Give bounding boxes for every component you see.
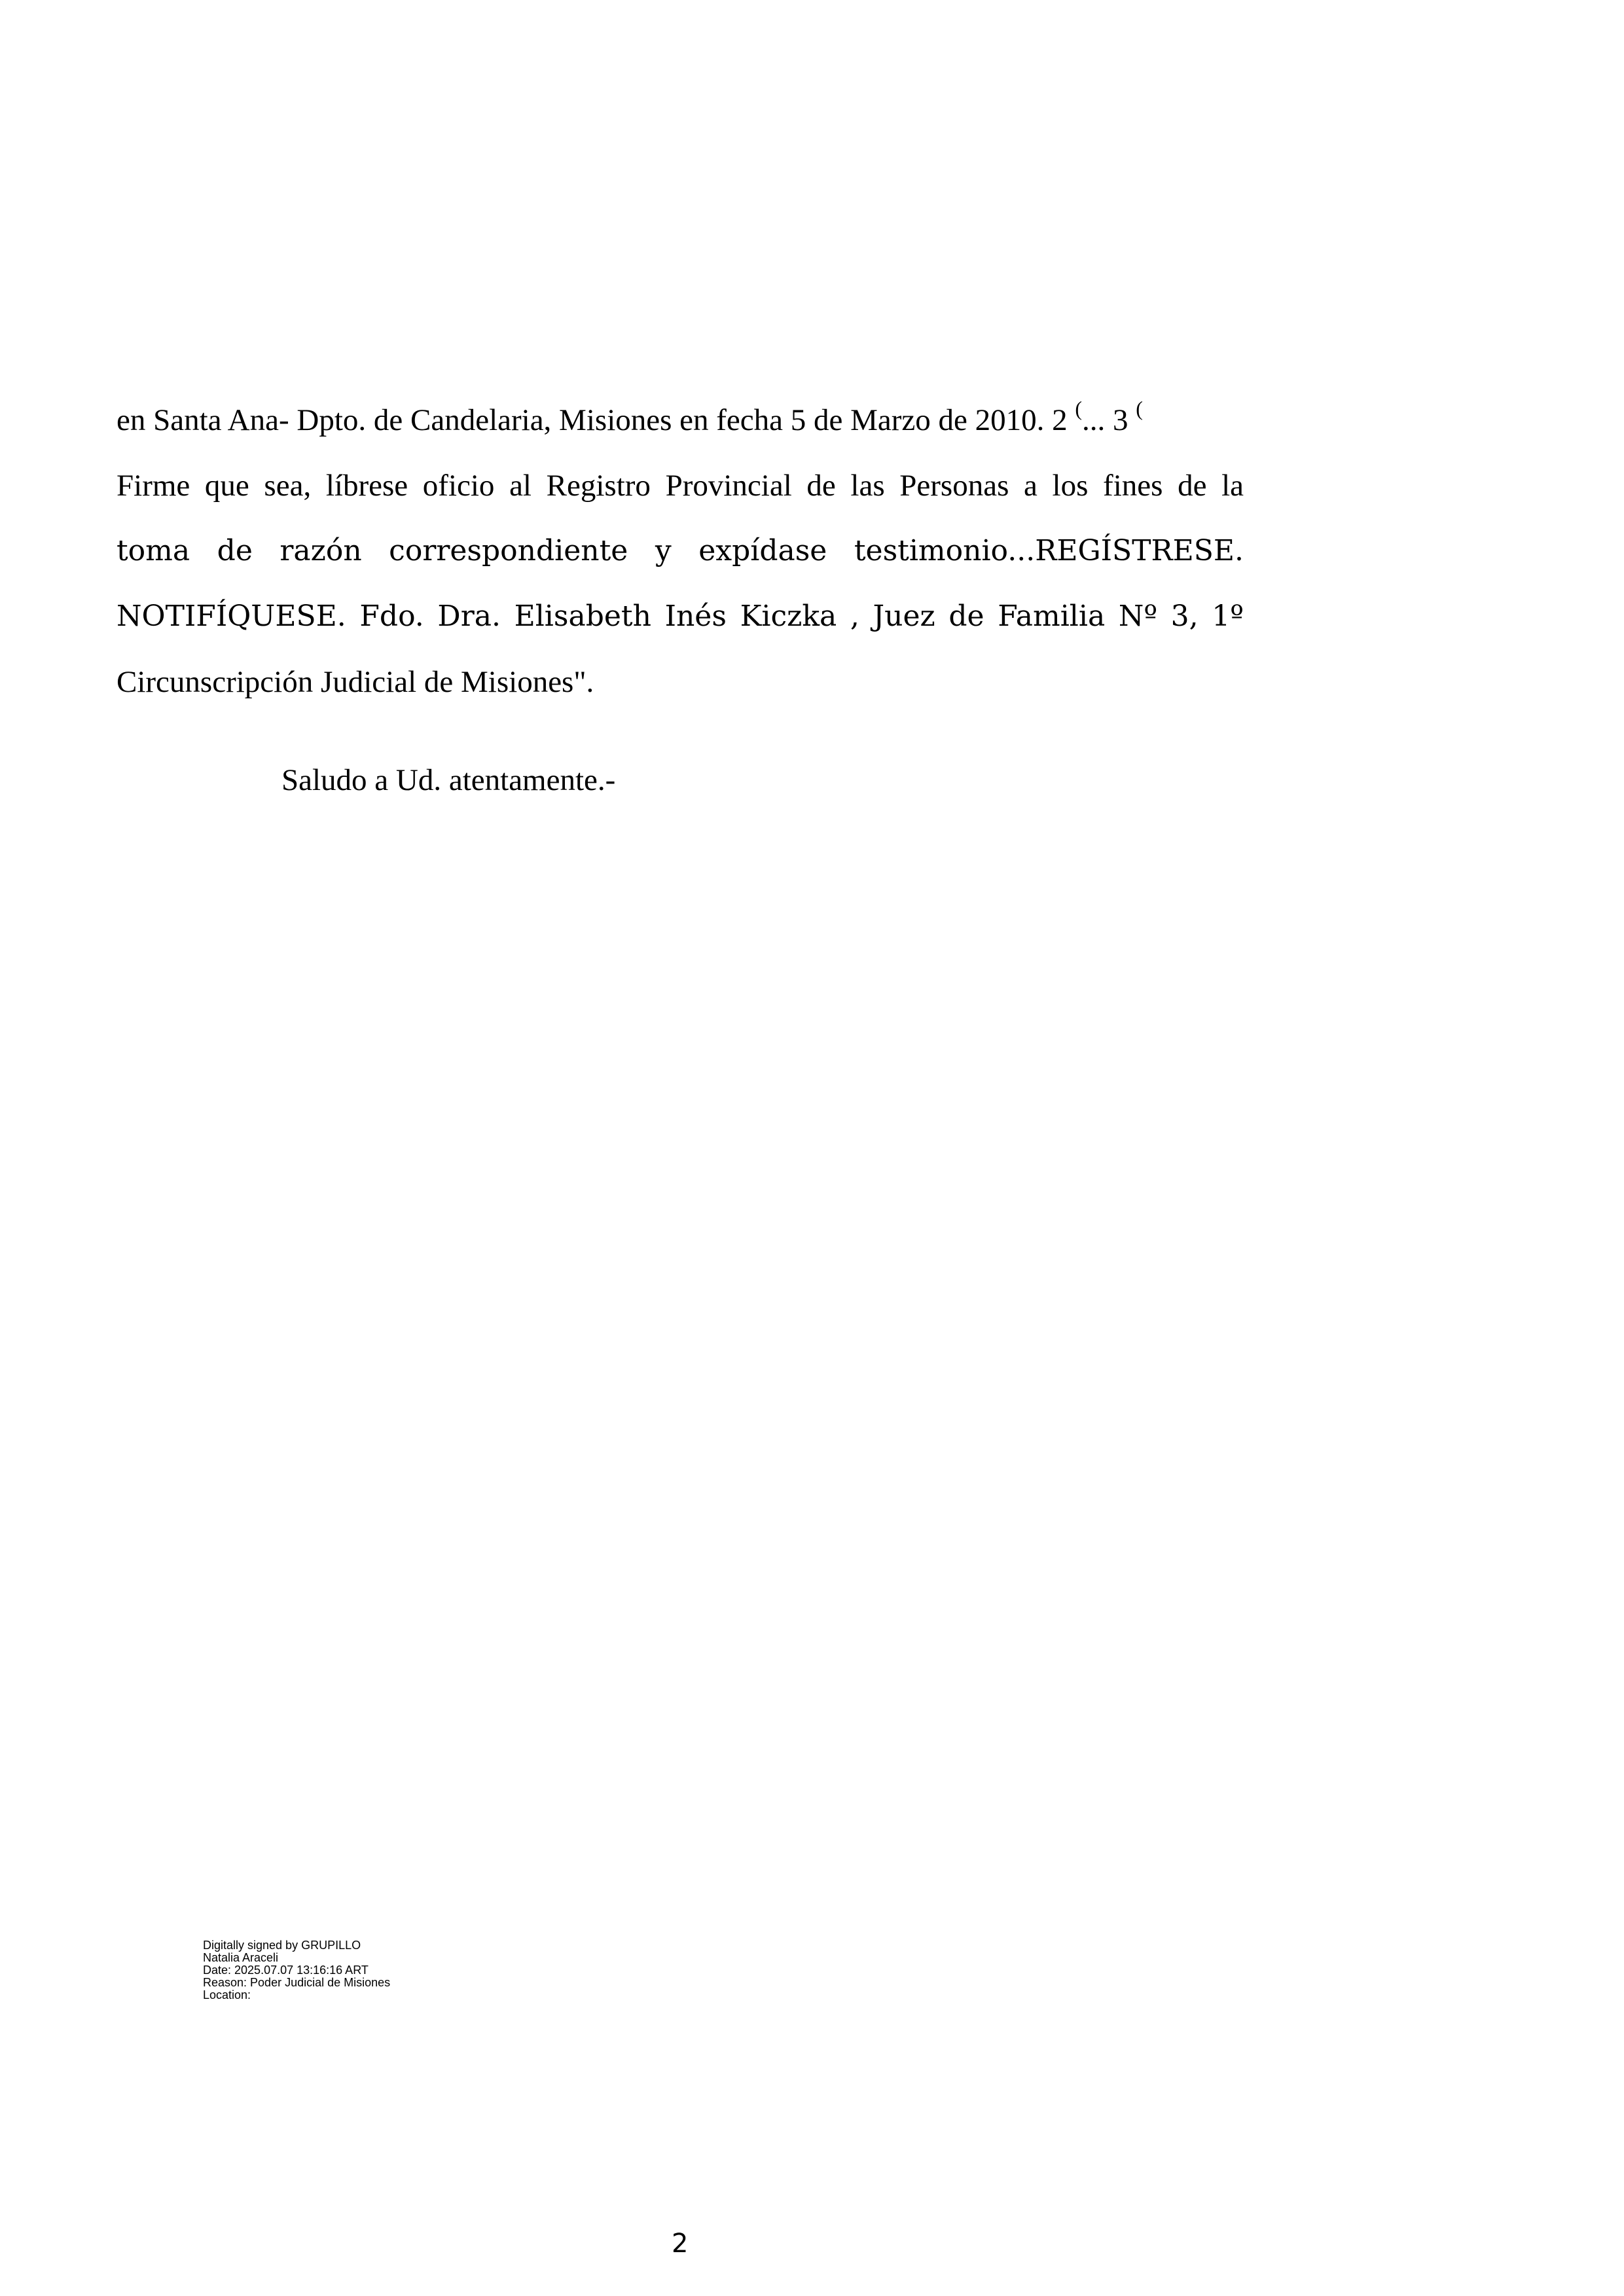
parenthesis-mark: ( (1136, 397, 1143, 420)
signature-location-line: Location: (203, 1988, 251, 2001)
closing-salutation: Saludo a Ud. atentamente.- (281, 763, 616, 797)
signature-date-line: Date: 2025.07.07 13:16:16 ART (203, 1964, 369, 1977)
signature-signer-line: Digitally signed by GRUPILLO (203, 1939, 361, 1952)
body-line-3: toma de razón correspondiente y expídase testimonio...REGÍSTRESE. (117, 534, 1244, 567)
digital-signature-block (203, 1939, 390, 2001)
parenthesis-mark: ( (1075, 397, 1083, 420)
body-line-1-text: en Santa Ana- Dpto. de Candelaria, Misiones en fecha 5 de Marzo de 2010. 2 (117, 403, 1068, 437)
body-line-1 (117, 387, 1143, 453)
body-line-1-continuation: ... 3 (1082, 403, 1128, 437)
signature-reason-line: Reason: Poder Judicial de Misiones (203, 1976, 391, 1989)
body-line-2: Firme que sea, líbrese oficio al Registro Provincial de las Personas a los fines de la (117, 469, 1244, 503)
page-number: 2 (672, 2229, 689, 2259)
signature-name-line: Natalia Araceli (203, 1951, 279, 1964)
body-line-4: NOTIFÍQUESE. Fdo. Dra. Elisabeth Inés Kiczka , Juez de Familia Nº 3, 1º (117, 600, 1244, 633)
body-line-5: Circunscripción Judicial de Misiones". (117, 665, 594, 699)
